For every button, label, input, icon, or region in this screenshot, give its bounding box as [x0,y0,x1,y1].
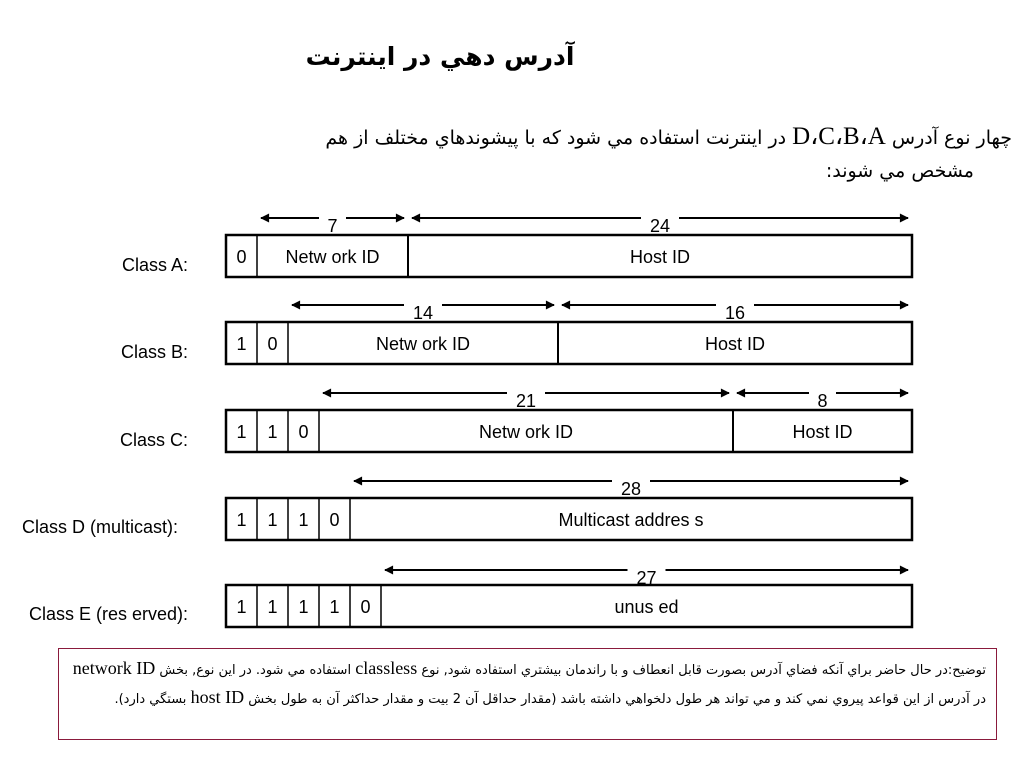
class-b-field-0: Netw ork ID [375,334,471,354]
class-b-field-width-label: 16 [724,303,746,323]
class-c-prefix-bit: 0 [298,422,309,442]
class-d-prefix-bit: 0 [329,510,340,530]
class-c-field-width-label: 21 [515,391,537,411]
note-term-network-id: network ID [72,658,156,678]
class-e-prefix-bit: 1 [236,597,247,617]
class-a-prefix-bit: 0 [236,247,247,267]
slide-title: آدرس دهي در اينترنت [305,42,575,71]
class-e-prefix-bit: 1 [298,597,309,617]
intro-after: در اينترنت استفاده مي شود كه با پيشوندهاي مختلف از هم [325,127,787,149]
class-c-field-0: Netw ork ID [478,422,574,442]
class-a-field-width-label: 24 [649,216,671,236]
class-c-label: Class C: [119,430,188,450]
note-term-host-id: host ID [190,687,245,707]
class-b-label: Class B: [120,342,188,362]
intro-line-2: مشخص مي شوند: [825,160,974,182]
class-c-field-width-label: 8 [817,391,828,411]
class-e-prefix-bit: 1 [329,597,340,617]
class-d-prefix-bit: 1 [298,510,309,530]
class-a-field-width-label: 7 [327,216,338,236]
class-c-field-1: Host ID [792,422,853,442]
class-d-label: Class D (multicast): [21,517,178,537]
class-c-prefix-bit: 1 [267,422,278,442]
intro-class-letters: D،C،B،A [792,123,886,150]
class-b-prefix-bit: 0 [267,334,278,354]
class-a-field-0: Netw ork ID [285,247,380,267]
class-b-field-1: Host ID [704,334,766,354]
class-b-prefix-bit: 1 [236,334,247,354]
class-e-prefix-bit: 1 [267,597,278,617]
class-b-field-width-label: 14 [412,303,434,323]
class-d-prefix-bit: 1 [236,510,247,530]
class-d-field-width-label: 28 [620,479,642,499]
note-box [58,648,997,740]
class-e-prefix-bit: 0 [360,597,371,617]
note-part-2: استفاده مي شود. در اين نوع, بخش [159,663,352,678]
intro-before: چهار نوع آدرس [891,127,1012,149]
class-d-field-0: Multicast addres s [558,510,704,530]
note-part-1: توضيح:در حال حاضر براي آنكه فضاي آدرس بصورت قابل انعطاف و با راندمان بيشتري استفاده شود, نوع [421,663,986,678]
class-b-box [226,322,912,364]
class-d-prefix-bit: 1 [267,510,278,530]
class-e-field-width-label: 27 [636,568,657,588]
note-term-classless: classless [355,658,418,678]
class-e-label: Class E (res erved): [28,604,188,624]
note-part-3: در آدرس از اين قواعد پيروي نمي كند و مي تواند هر طول دلخواهي داشته باشد (مقدار حداقل آن 2 بيت و مقدار حداكثر آن به طول بخش [248,692,986,707]
class-a-field-1: Host ID [629,247,691,267]
class-e-field-0: unus ed [614,597,679,617]
note-part-4: بستگي دارد). [114,692,187,707]
class-a-label: Class A: [121,255,188,275]
class-c-prefix-bit: 1 [236,422,247,442]
